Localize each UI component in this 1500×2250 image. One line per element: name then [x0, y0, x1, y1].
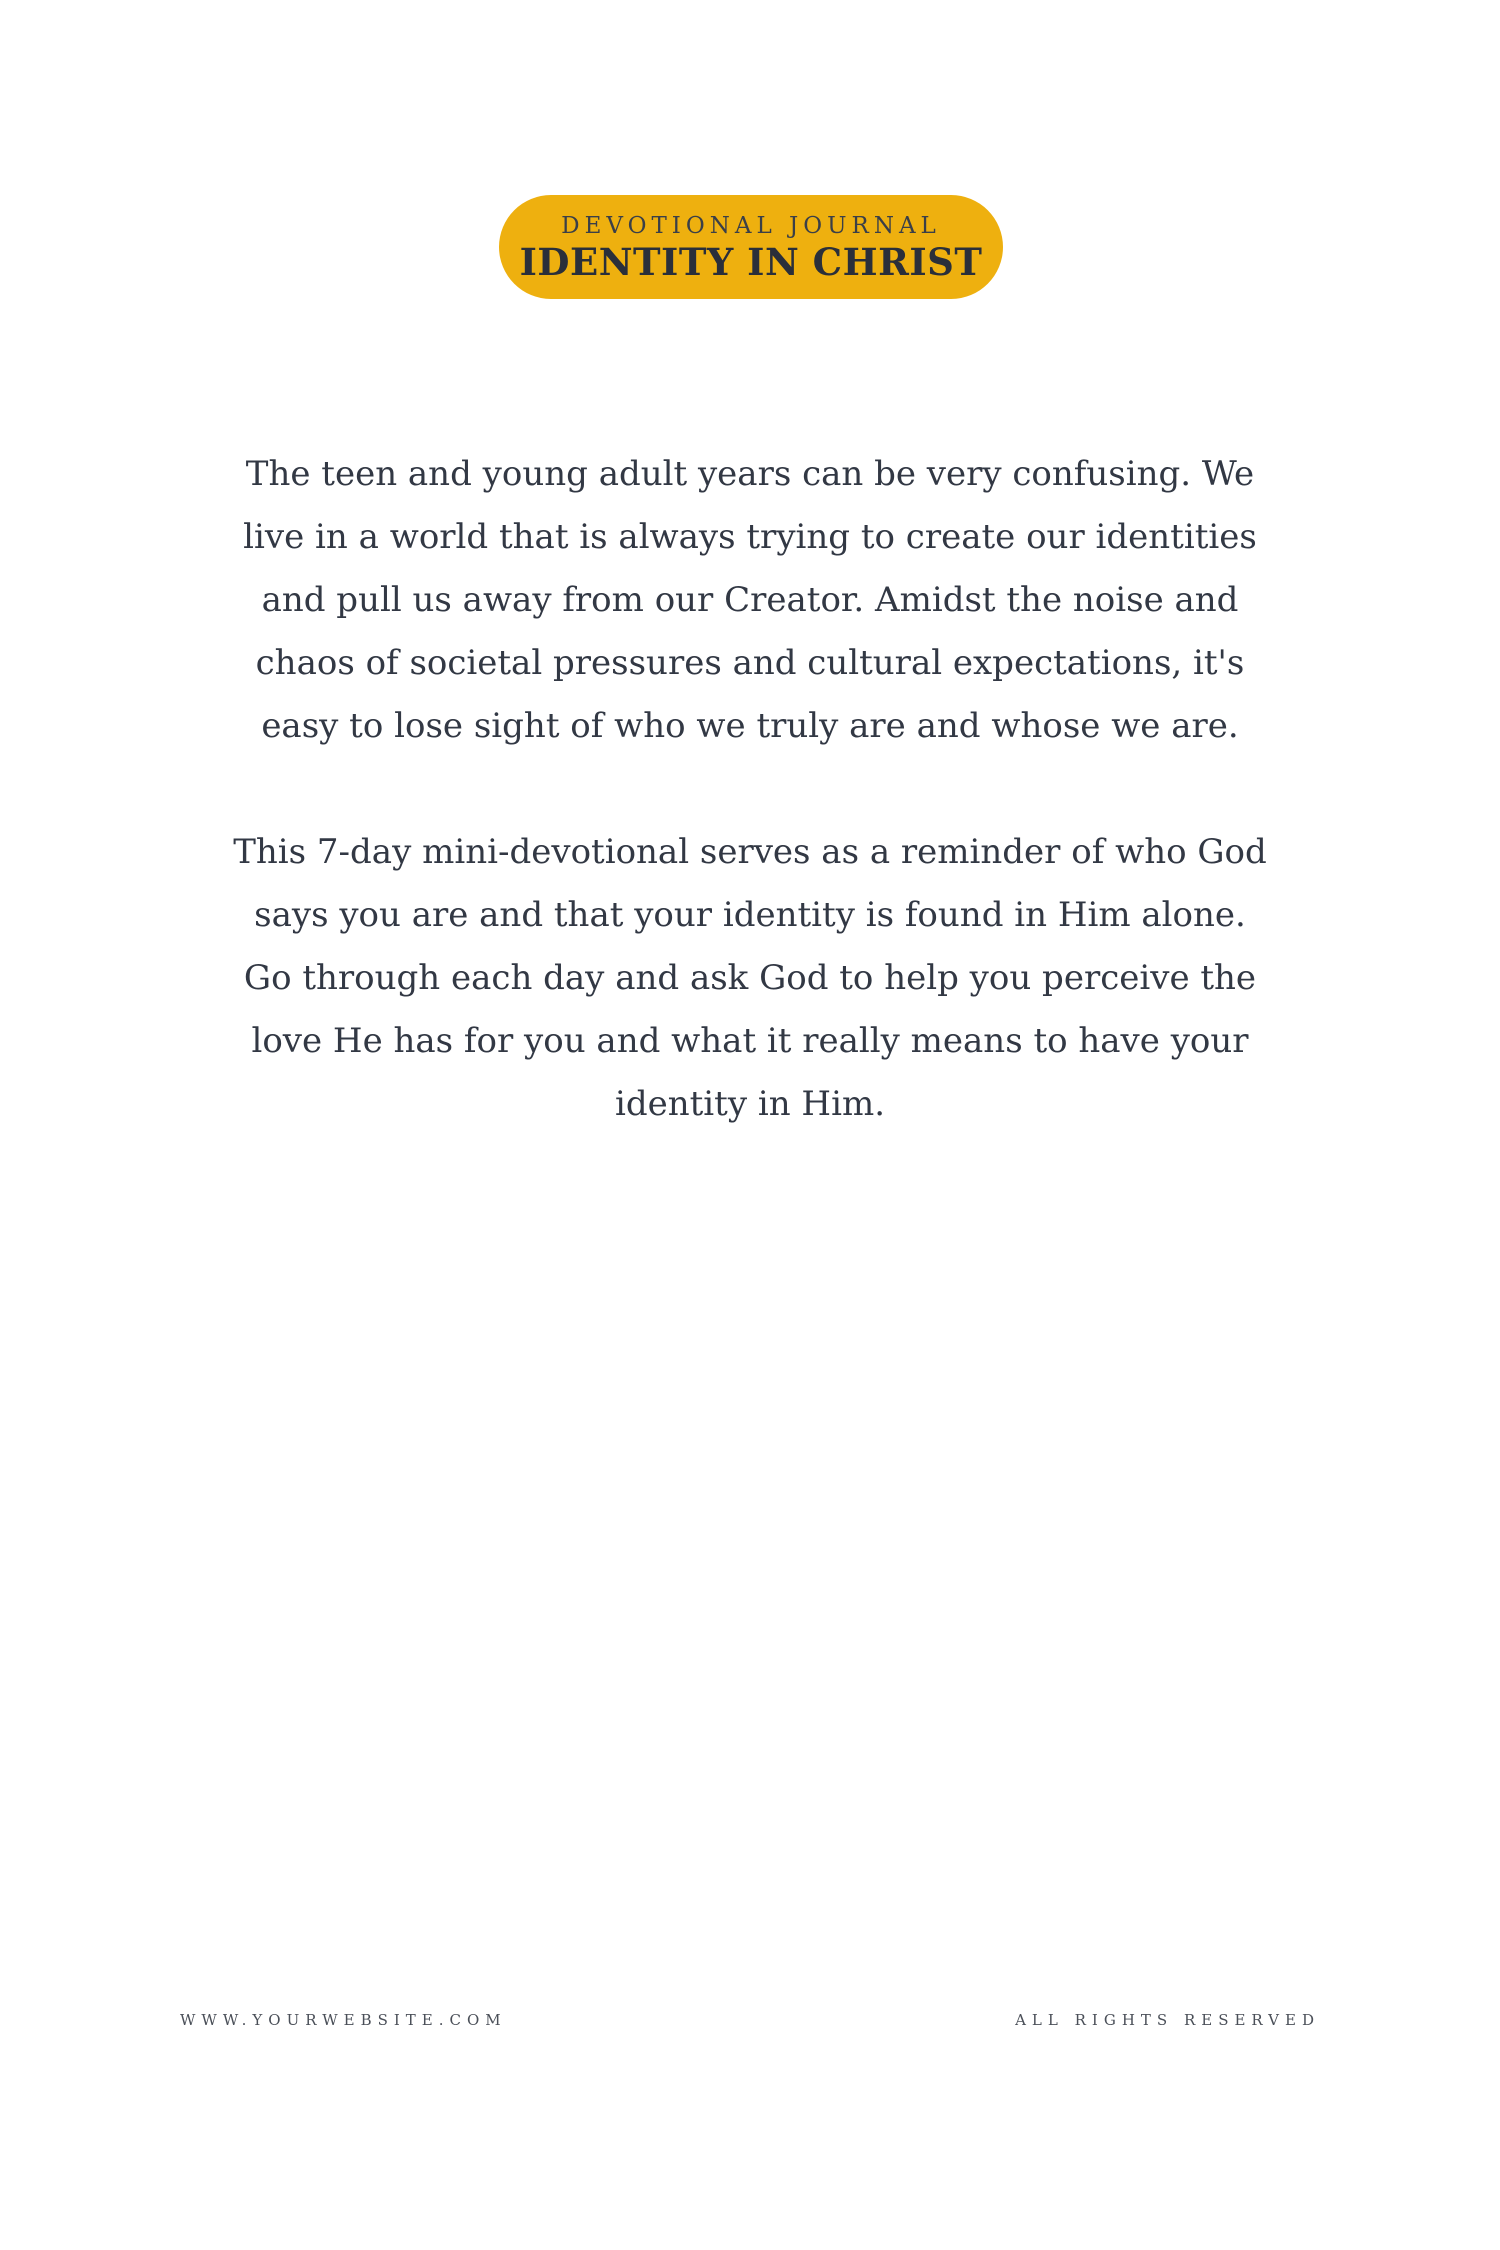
title-eyebrow: DEVOTIONAL JOURNAL — [561, 213, 941, 239]
intro-text — [230, 443, 1270, 1136]
title-badge — [499, 195, 1003, 299]
intro-paragraph-1: The teen and young adult years can be very confusing. We live in a world that is always trying to create our identities and pull us away from our Creator. Amidst the noise and chaos of societal pressures and cultural expectations, it's easy to lose sight of who we truly are and whose we are. — [243, 454, 1257, 746]
footer-website: WWW.YOURWEBSITE.COM — [180, 2011, 507, 2029]
footer-rights: ALL RIGHTS RESERVED — [1015, 2011, 1320, 2029]
intro-paragraph-2: This 7-day mini-devotional serves as a reminder of who God says you are and that your identity is found in Him alone. Go through each day and ask God to help you perceive the love He has for you and what it really means to have your identity in Him. — [233, 832, 1267, 1124]
page-title: IDENTITY IN CHRIST — [519, 240, 983, 284]
